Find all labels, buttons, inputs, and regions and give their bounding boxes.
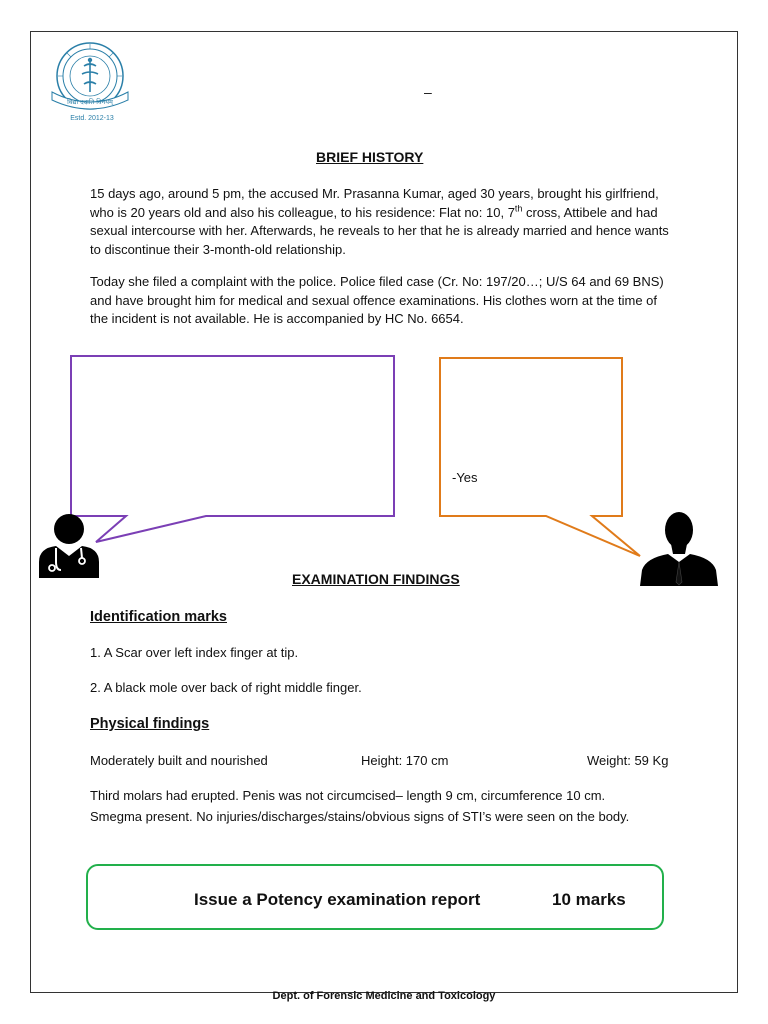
identification-marks-title: Identification marks (90, 609, 227, 625)
accused-speech-bubble (440, 358, 640, 556)
doctor-icon (36, 510, 102, 578)
examination-findings-title: EXAMINATION FINDINGS (292, 571, 460, 587)
physical-details-line-1: Third molars had erupted. Penis was not circumcised– length 9 cm, circumference 10 cm. (90, 788, 606, 803)
weight-text: Weight: 59 Kg (587, 753, 669, 768)
history-paragraph-2: Today she filed a complaint with the police. Police filed case (Cr. No: 197/20…; U/S 64 and 69 BNS) and have brought him for medical and sexual offence examinations. His clothes worn at the time of the incident is not available. He is accompanied by HC No. 6654. (90, 274, 664, 326)
identification-mark-2: 2. A black mole over back of right middle finger. (90, 680, 362, 695)
logo-motto: विद्या ददाति विनयम् (67, 98, 113, 106)
logo-estd: Estd. 2012-13 (70, 115, 114, 122)
department-footer: Dept. of Forensic Medicine and Toxicology (272, 990, 496, 1002)
man-silhouette-icon (638, 508, 720, 586)
history-paragraph-1: 15 days ago, around 5 pm, the accused Mr. Prasanna Kumar, aged 30 years, brought his girlfriend, who is 20 years old and also his colleague, to his residence: Flat no: 10, 7th cross, Attibele and had sexual intercourse with her. Afterwards, he reveals to her that he is already married and hence wants to discontinue their 3-month-old relationship. (90, 186, 669, 257)
task-marks: 10 marks (552, 890, 626, 909)
brief-history-title: BRIEF HISTORY (316, 149, 424, 165)
build-text: Moderately built and nourished (90, 753, 268, 768)
physical-details-line-2: Smegma present. No injuries/discharges/stains/obvious signs of STI’s were seen on the body. (90, 809, 630, 824)
accused-bubble-text: -Yes (452, 470, 478, 485)
identification-mark-1: 1. A Scar over left index finger at tip. (90, 645, 299, 660)
physical-findings-title: Physical findings (90, 716, 210, 732)
doctor-speech-bubble (71, 356, 394, 542)
header-dash: – (424, 84, 432, 100)
height-text: Height: 170 cm (361, 753, 449, 768)
task-instruction: Issue a Potency examination report (194, 890, 481, 909)
